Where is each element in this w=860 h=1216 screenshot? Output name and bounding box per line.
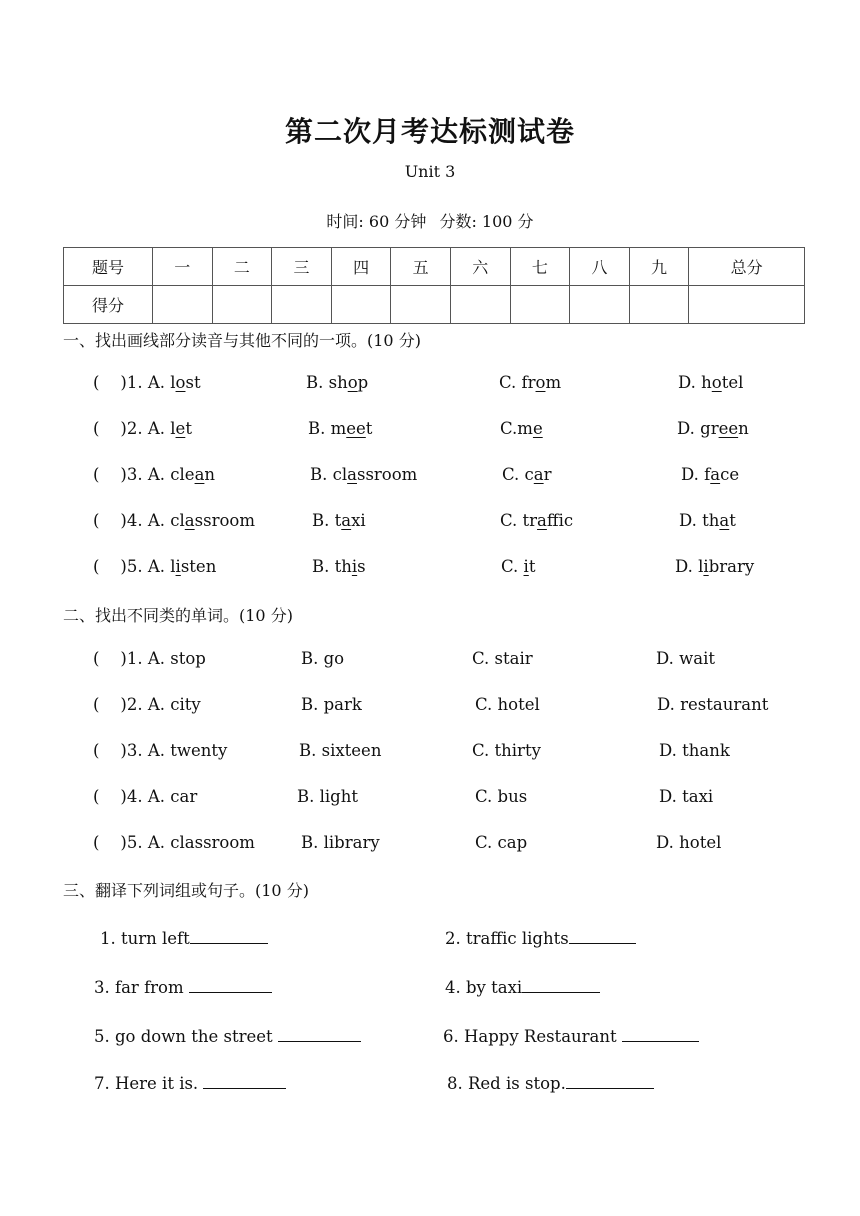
- option-d: D. restaurant: [657, 695, 769, 714]
- item-text: 5. go down the street: [94, 1027, 278, 1046]
- option-text: B. m: [308, 419, 347, 438]
- question-number[interactable]: [93, 557, 216, 576]
- exam-title: 第二次月考达标测试卷: [284, 115, 575, 148]
- time-label: 时间: 60 分钟: [326, 212, 427, 231]
- question-number[interactable]: ( )2. A. city: [93, 695, 201, 714]
- answer-blank[interactable]: [203, 1072, 286, 1089]
- underlined-letters: a: [341, 511, 352, 530]
- question-prefix: ( )2. A.: [93, 419, 166, 438]
- score-cell[interactable]: [391, 286, 451, 324]
- option-c: [499, 373, 561, 392]
- item-text: 2. traffic lights: [445, 929, 569, 948]
- option-c: C. hotel: [475, 695, 540, 714]
- option-d: [679, 511, 736, 530]
- score-cell[interactable]: [212, 286, 272, 324]
- option-text: l: [170, 419, 176, 438]
- option-text: n: [738, 419, 749, 438]
- underlined-letters: ee: [346, 419, 366, 438]
- underlined-letters: a: [347, 465, 357, 484]
- question-prefix: ( )3. A.: [93, 465, 166, 484]
- translation-item: [445, 976, 600, 997]
- question-number[interactable]: [93, 373, 201, 392]
- exam-meta: [0, 209, 860, 232]
- translation-item: [443, 1025, 699, 1046]
- table-cell: 八: [570, 248, 630, 286]
- translation-item: [94, 976, 272, 997]
- underlined-letters: i: [703, 557, 709, 576]
- table-cell: 得分: [64, 286, 153, 324]
- option-text: ssroom: [194, 511, 255, 530]
- section2-question: [0, 649, 860, 673]
- option-text: cle: [170, 465, 195, 484]
- option-text: ffic: [546, 511, 574, 530]
- table-cell: 三: [272, 248, 332, 286]
- option-d: D. hotel: [656, 833, 722, 852]
- answer-blank[interactable]: [190, 927, 268, 944]
- table-cell: 题号: [64, 248, 153, 286]
- item-text: 4. by taxi: [445, 978, 523, 997]
- option-text: D. h: [678, 373, 712, 392]
- section1-question: [0, 511, 860, 535]
- section1-title: 一、找出画线部分读音与其他不同的一项。(10 分): [63, 331, 421, 350]
- option-b: [312, 511, 366, 530]
- option-c: [502, 465, 552, 484]
- underlined-letters: ee: [718, 419, 739, 438]
- option-text: r: [543, 465, 552, 484]
- score-cell[interactable]: [689, 286, 805, 324]
- underlined-letters: i: [175, 557, 181, 576]
- answer-blank[interactable]: [566, 1072, 654, 1089]
- question-number[interactable]: ( )1. A. stop: [93, 649, 206, 668]
- translation-item: [445, 927, 636, 948]
- question-number[interactable]: [93, 465, 215, 484]
- option-text: l: [170, 373, 176, 392]
- item-text: 3. far from: [94, 978, 189, 997]
- option-text: brary: [708, 557, 755, 576]
- option-d: [675, 557, 754, 576]
- score-label: 分数: 100 分: [439, 212, 534, 231]
- option-text: C.m: [500, 419, 533, 438]
- section2-question: [0, 695, 860, 719]
- question-prefix: ( )4. A.: [93, 511, 166, 530]
- underlined-letters: a: [533, 465, 544, 484]
- section3-title: 三、翻译下列词组或句子。(10 分): [63, 881, 309, 900]
- translation-item: [94, 1072, 286, 1093]
- option-text: B. cl: [310, 465, 348, 484]
- underlined-letters: e: [532, 419, 543, 438]
- option-b: B. go: [301, 649, 345, 668]
- score-cell[interactable]: [331, 286, 391, 324]
- option-c: [501, 557, 535, 576]
- option-text: D. l: [675, 557, 704, 576]
- underlined-letters: o: [175, 373, 186, 392]
- answer-blank[interactable]: [522, 976, 600, 993]
- option-text: C.: [501, 557, 524, 576]
- table-cell: 二: [212, 248, 272, 286]
- section1-question: [0, 465, 860, 489]
- table-cell: 七: [510, 248, 570, 286]
- option-text: C. tr: [500, 511, 538, 530]
- option-text: xi: [351, 511, 366, 530]
- option-d: D. wait: [656, 649, 715, 668]
- option-text: C. fr: [499, 373, 536, 392]
- option-text: D. gr: [677, 419, 719, 438]
- option-text: t: [185, 419, 192, 438]
- answer-blank[interactable]: [569, 927, 636, 944]
- item-text: 8. Red is stop.: [447, 1074, 566, 1093]
- question-number[interactable]: ( )4. A. car: [93, 787, 198, 806]
- option-b: [312, 557, 366, 576]
- score-cell[interactable]: [570, 286, 630, 324]
- option-text: t: [528, 557, 536, 576]
- underlined-letters: a: [194, 465, 205, 484]
- score-cell[interactable]: [629, 286, 689, 324]
- underlined-letters: i: [523, 557, 529, 576]
- answer-blank[interactable]: [189, 976, 272, 993]
- score-table-score-row: [64, 286, 805, 324]
- option-text: B. sh: [306, 373, 348, 392]
- underlined-letters: a: [710, 465, 721, 484]
- option-text: st: [185, 373, 201, 392]
- option-text: p: [357, 373, 369, 392]
- underlined-letters: a: [719, 511, 730, 530]
- option-text: sten: [180, 557, 217, 576]
- option-b: [308, 419, 372, 438]
- exam-subtitle: Unit 3: [404, 162, 456, 181]
- option-d: D. taxi: [659, 787, 714, 806]
- item-text: 6. Happy Restaurant: [443, 1027, 622, 1046]
- question-prefix: ( )1. A.: [93, 373, 166, 392]
- option-text: ce: [720, 465, 740, 484]
- question-number[interactable]: ( )3. A. twenty: [93, 741, 228, 760]
- option-text: t: [365, 419, 373, 438]
- item-text: 1. turn left: [100, 929, 190, 948]
- option-text: ssroom: [356, 465, 418, 484]
- underlined-letters: a: [537, 511, 547, 530]
- option-text: n: [204, 465, 216, 484]
- score-cell[interactable]: [450, 286, 510, 324]
- option-text: B. t: [312, 511, 342, 530]
- section2-question: [0, 833, 860, 857]
- option-text: C. c: [502, 465, 534, 484]
- option-b: B. sixteen: [299, 741, 382, 760]
- underlined-letters: o: [711, 373, 722, 392]
- score-cell[interactable]: [510, 286, 570, 324]
- section1-question: [0, 419, 860, 443]
- translation-item: [447, 1072, 654, 1093]
- answer-blank[interactable]: [622, 1025, 699, 1042]
- option-c: C. cap: [475, 833, 528, 852]
- option-text: D. th: [679, 511, 720, 530]
- score-table: [63, 247, 805, 324]
- table-cell: 九: [629, 248, 689, 286]
- section2-title: 二、找出不同类的单词。(10 分): [63, 606, 293, 625]
- table-cell: 六: [450, 248, 510, 286]
- option-d: [678, 373, 743, 392]
- option-d: D. thank: [659, 741, 730, 760]
- option-text: m: [545, 373, 562, 392]
- underlined-letters: o: [535, 373, 546, 392]
- table-cell: 四: [331, 248, 391, 286]
- underlined-letters: i: [351, 557, 358, 576]
- option-d: [681, 465, 739, 484]
- option-b: [310, 465, 417, 484]
- option-text: D. f: [681, 465, 711, 484]
- section1-question: [0, 557, 860, 581]
- option-text: s: [357, 557, 366, 576]
- section2-question: [0, 741, 860, 765]
- score-cell[interactable]: [272, 286, 332, 324]
- option-text: l: [170, 557, 176, 576]
- option-c: [500, 511, 573, 530]
- section2-question: [0, 787, 860, 811]
- answer-blank[interactable]: [278, 1025, 361, 1042]
- underlined-letters: e: [175, 419, 186, 438]
- option-text: t: [729, 511, 736, 530]
- score-cell[interactable]: [153, 286, 213, 324]
- table-cell: 五: [391, 248, 451, 286]
- option-c: C. stair: [472, 649, 533, 668]
- translation-item: [100, 927, 268, 948]
- option-c: C. bus: [475, 787, 528, 806]
- question-number[interactable]: ( )5. A. classroom: [93, 833, 255, 852]
- score-table-header-row: [64, 248, 805, 286]
- option-b: B. light: [297, 787, 358, 806]
- underlined-letters: o: [347, 373, 358, 392]
- table-cell: 一: [153, 248, 213, 286]
- underlined-letters: a: [184, 511, 195, 530]
- option-b: B. library: [301, 833, 380, 852]
- option-d: [677, 419, 749, 438]
- option-text: B. th: [312, 557, 352, 576]
- table-cell: 总分: [689, 248, 805, 286]
- option-text: tel: [721, 373, 744, 392]
- option-b: B. park: [301, 695, 362, 714]
- option-c: [500, 419, 543, 438]
- option-c: C. thirty: [472, 741, 541, 760]
- question-number[interactable]: [93, 511, 255, 530]
- translation-item: [94, 1025, 361, 1046]
- question-prefix: ( )5. A.: [93, 557, 166, 576]
- item-text: 7. Here it is.: [94, 1074, 204, 1093]
- option-text: cl: [170, 511, 185, 530]
- option-b: [306, 373, 368, 392]
- section1-question: [0, 373, 860, 397]
- question-number[interactable]: [93, 419, 192, 438]
